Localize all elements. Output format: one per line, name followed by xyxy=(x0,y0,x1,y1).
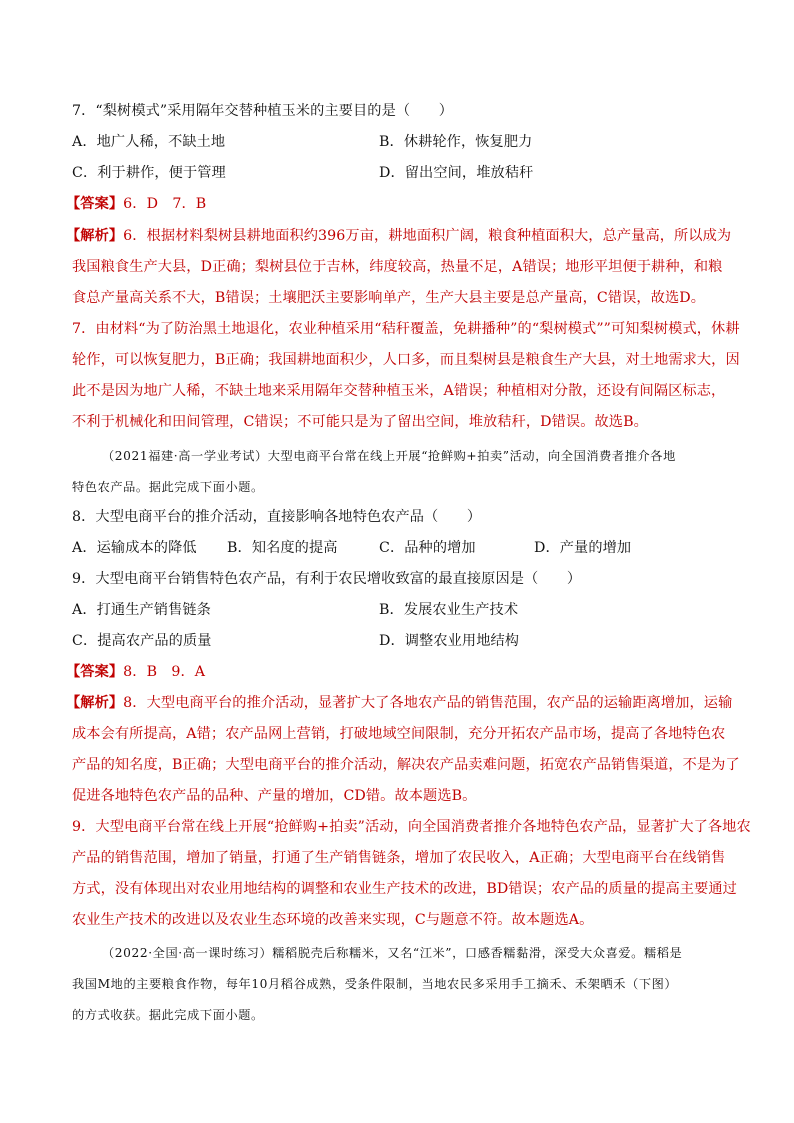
explanation-1-line-1 xyxy=(66,227,731,245)
question-9-option-d: D．调整农业用地结构 xyxy=(379,633,520,649)
explanation-text: 6．根据材料梨树县耕地面积约396万亩，耕地面积广阔，粮食种植面积大，总产量高，所以成为 xyxy=(123,228,732,244)
question-9-stem: 9．大型电商平台销售特色农产品，有利于农民增收致富的最直接原因是（ ） xyxy=(72,571,582,587)
explanation-2-line-8: 农业生产技术的改进以及农业生态环境的改善来实现，C与题意不符。故本题选A。 xyxy=(72,912,594,928)
question-8-option-c: C．品种的增加 xyxy=(379,540,476,556)
answer-line-1 xyxy=(66,195,206,213)
answer-text: 6．D 7．B xyxy=(123,196,207,212)
explanation-2-line-1 xyxy=(66,694,732,712)
material-intro-1-line-2: 特色农产品。据此完成下面小题。 xyxy=(72,480,264,494)
explanation-1-line-2: 我国粮食生产大县，D正确；梨树县位于吉林，纬度较高，热量不足，A错误；地形平坦便于耕种，和粮 xyxy=(72,259,723,275)
explanation-2-line-4: 促进各地特色农产品的品种、产量的增加，CD错。故本题选B。 xyxy=(72,788,477,804)
explanation-tag: 【解析】 xyxy=(66,695,124,711)
answer-text: 8．B 9．A xyxy=(123,664,206,680)
answer-line-2 xyxy=(66,663,205,681)
explanation-1-line-4: 7．由材料“为了防治黑土地退化，农业种植采用“秸秆覆盖，免耕播种”的“梨树模式””可知梨树模式，休耕 xyxy=(72,321,740,337)
question-8-option-d: D．产量的增加 xyxy=(534,540,632,556)
material-intro-2-line-3: 的方式收获。据此完成下面小题。 xyxy=(72,1008,264,1022)
question-8-stem: 8．大型电商平台的推介活动，直接影响各地特色农产品（ ） xyxy=(72,509,482,525)
explanation-text: 8．大型电商平台的推介活动，显著扩大了各地农产品的销售范围，农产品的运输距离增加，运输 xyxy=(123,695,733,711)
question-9-option-a: A．打通生产销售链条 xyxy=(72,602,211,618)
explanation-1-line-6: 此不是因为地广人稀，不缺土地来采用隔年交替种植玉米，A错误；种植相对分散，还设有间隔区标志， xyxy=(72,383,726,399)
question-7-option-d: D．留出空间，堆放秸秆 xyxy=(379,165,534,181)
question-9-option-c: C．提高农产品的质量 xyxy=(72,633,212,649)
material-intro-2-line-1: （2022·全国·高一课时练习）糯稻脱壳后称糯米，又名“江米”，口感香糯黏滑，深受大众喜爱。糯稻是 xyxy=(102,946,683,960)
material-intro-2-line-2: 我国M地的主要粮食作物，每年10月稻谷成熟，受条件限制，当地农民多采用手工摘禾、禾架晒禾（下图） xyxy=(72,977,678,991)
answer-tag: 【答案】 xyxy=(66,196,124,212)
explanation-2-line-2: 成本会有所提高，A错；农产品网上营销，打破地域空间限制，充分开拓农产品市场，提高了各地特色农 xyxy=(72,726,726,742)
explanation-2-line-3: 产品的知名度，B正确；大型电商平台的推介活动，解决农产品卖难问题，拓宽农产品销售渠道，不是为了 xyxy=(72,757,740,773)
explanation-1-line-3: 食总产量高关系不大，B错误；土壤肥沃主要影响单产，生产大县主要是总产量高，C错误，故选D。 xyxy=(72,290,706,306)
explanation-2-line-5: 9．大型电商平台常在线上开展“抢鲜购+拍卖”活动，向全国消费者推介各地特色农产品，显著扩大了各地农 xyxy=(72,819,751,835)
question-8-option-b: B．知名度的提高 xyxy=(227,540,338,556)
explanation-2-line-6: 产品的销售范围，增加了销量，打通了生产销售链条，增加了农民收入，A正确；大型电商平台在线销售 xyxy=(72,850,726,866)
explanation-1-line-5: 轮作，可以恢复肥力，B正确；我国耕地面积少，人口多，而且梨树县是粮食生产大县，对土地需求大，因 xyxy=(72,352,740,368)
explanation-tag: 【解析】 xyxy=(66,228,124,244)
explanation-1-line-7: 不利于机械化和田间管理，C错误；不可能只是为了留出空间，堆放秸秆，D错误。故选B。 xyxy=(72,414,648,430)
question-7-option-c: C．利于耕作，便于管理 xyxy=(72,165,226,181)
question-7-option-a: A．地广人稀，不缺土地 xyxy=(72,134,226,150)
explanation-2-line-7: 方式，没有体现出对农业用地结构的调整和农业生产技术的改进，BD错误；农产品的质量的提高主要通过 xyxy=(72,881,737,897)
question-8-option-a: A．运输成本的降低 xyxy=(72,540,197,556)
question-9-option-b: B．发展农业生产技术 xyxy=(379,602,519,618)
question-7-stem: 7．“梨树模式”采用隔年交替种植玉米的主要目的是（ ） xyxy=(72,103,454,119)
answer-tag: 【答案】 xyxy=(66,664,124,680)
material-intro-1-line-1: （2021福建·高一学业考试）大型电商平台常在线上开展“抢鲜购+拍卖”活动，向全国消费者推介各地 xyxy=(102,449,676,463)
question-7-option-b: B．休耕轮作，恢复肥力 xyxy=(379,134,533,150)
